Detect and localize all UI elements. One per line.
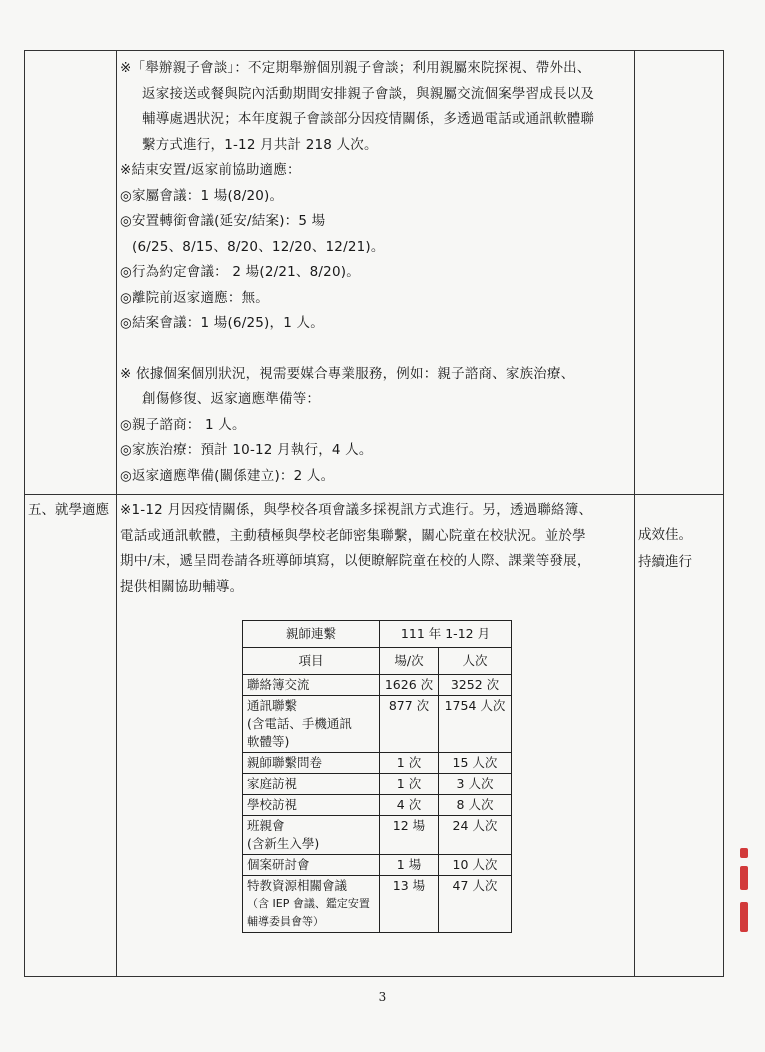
table-row [243,675,512,696]
row-item: 特教資源相關會議 （含 IEP 會議、鑑定安置 輔導委員會等） [243,876,380,933]
text-line: ※結束安置/返家前協助適應： [120,162,301,178]
row-people: 24 人次 [439,816,512,855]
text-line: ◎親子諮商： 1 人。 [120,416,246,433]
section-label: 五、就學適應 [28,502,109,518]
result-line: 持續進行 [638,554,692,570]
row-sessions: 877 次 [380,696,439,753]
text-line: 期中/末，遞呈問卷請各班導師填寫，以便瞭解院童在校的人際、課業等發展， [120,553,591,569]
text-line: 輔導處遇狀況；本年度親子會談部分因疫情關係，多透過電話或通訊軟體聯 [142,111,595,127]
table-row [243,753,512,774]
table-row [243,696,512,753]
row-people: 3252 次 [439,675,512,696]
row-item: 通訊聯繫 (含電話、手機通訊 軟體等) [243,696,380,753]
row-sessions: 1 次 [380,753,439,774]
table-row [243,855,512,876]
row-sessions: 1 場 [380,855,439,876]
table-row-divider [24,494,724,495]
table-border-right [723,50,724,976]
page-number: 3 [378,990,387,1004]
row-item: 家庭訪視 [243,774,380,795]
table-header-row [243,621,512,648]
text-line: ※ 依據個案個別狀況，視需要媒合專業服務，例如：親子諮商、家族治療、 [120,365,575,382]
row-item: 班親會 (含新生入學) [243,816,380,855]
table-border-top [24,50,724,51]
text-line: 創傷修復、返家適應準備等： [142,391,321,407]
col-header-item: 項目 [243,648,380,675]
row-item: 學校訪視 [243,795,380,816]
row-people: 1754 人次 [439,696,512,753]
table-row [243,795,512,816]
row-item: 親師聯繫問卷 [243,753,380,774]
family-work-content [120,56,630,489]
row-sessions: 4 次 [380,795,439,816]
row-people: 3 人次 [439,774,512,795]
parent-teacher-contact-table [242,620,512,933]
row-people: 8 人次 [439,795,512,816]
table-row [243,876,512,933]
table-period: 111 年 1-12 月 [380,621,512,648]
row-item: 聯絡簿交流 [243,675,380,696]
col-header-sessions: 場/次 [380,648,439,675]
stamp-mark [740,866,748,890]
text-line: ◎結案會議：1 場(6/25)，1 人。 [120,315,324,331]
row-sessions: 12 場 [380,816,439,855]
result-column [638,522,718,576]
text-line: 提供相關協助輔導。 [120,578,244,595]
table-row [243,774,512,795]
row-people: 15 人次 [439,753,512,774]
row-item: 個案研討會 [243,855,380,876]
stamp-mark [740,848,748,858]
table-header-row [243,648,512,675]
row-sessions: 1626 次 [380,675,439,696]
row-sessions: 1 次 [380,774,439,795]
text-line: ※「舉辦親子會談」：不定期舉辦個別親子會談；利用親屬來院探視、帶外出、 [120,60,591,76]
table-row [243,816,512,855]
row-people: 47 人次 [439,876,512,933]
text-line: ◎家屬會議：1 場(8/20)。 [120,187,284,204]
stamp-mark [740,902,748,932]
text-line: (6/25、8/15、8/20、12/20、12/21)。 [132,238,385,255]
text-line: ◎行為約定會議： 2 場(2/21、8/20)。 [120,264,360,280]
text-line: 返家接送或餐與院內活動期間安排親子會談，與親屬交流個案學習成長以及 [142,85,595,102]
text-line: ※1-12 月因疫情關係，與學校各項會議多採視訊方式進行。另，透過聯絡簿、 [120,502,593,518]
text-line: 電話或通訊軟體，主動積極與學校老師密集聯繫，關心院童在校狀況。並於學 [120,527,586,544]
text-line: 繫方式進行，1-12 月共計 218 人次。 [142,136,378,153]
text-line: ◎家族治療：預計 10-12 月執行，4 人。 [120,442,373,458]
school-adaptation-content [120,498,630,600]
col-header-people: 人次 [439,648,512,675]
table-border-col2 [634,50,635,976]
table-title: 親師連繫 [243,621,380,648]
table-border-bottom [24,976,724,977]
result-line: 成效佳。 [638,527,692,543]
text-line: ◎安置轉銜會議(延安/結案)：5 場 [120,213,326,229]
table-border-left [24,50,25,976]
text-line: ◎離院前返家適應：無。 [120,289,269,306]
text-line: ◎返家適應準備(關係建立)：2 人。 [120,467,335,484]
row-sessions: 13 場 [380,876,439,933]
row-people: 10 人次 [439,855,512,876]
